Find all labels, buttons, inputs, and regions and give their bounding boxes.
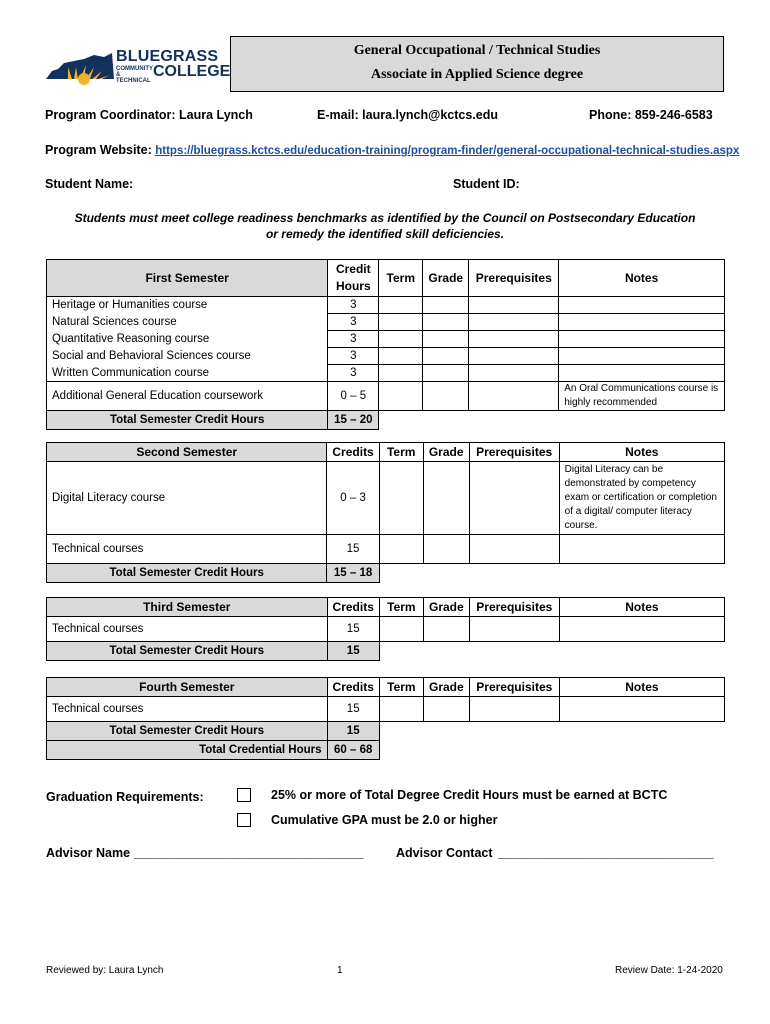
notes-header: Notes xyxy=(559,443,724,462)
notes-cell[interactable] xyxy=(559,697,724,722)
credits-header: Credits xyxy=(327,678,379,697)
coordinator-email: E-mail: laura.lynch@kctcs.edu xyxy=(317,108,498,122)
term-cell[interactable] xyxy=(379,617,423,642)
grade-cell[interactable] xyxy=(423,297,469,314)
advisor-name-label: Advisor Name xyxy=(46,846,131,860)
program-website-link[interactable]: https://bluegrass.kctcs.edu/education-training/program-finder/general-occupational-technical-studies.aspx xyxy=(155,145,740,157)
total-label: Total Semester Credit Hours xyxy=(47,411,328,430)
credits-header: Credits xyxy=(327,443,379,462)
notes-cell[interactable] xyxy=(559,535,724,564)
degree-title: Associate in Applied Science degree xyxy=(370,67,584,82)
total-row xyxy=(47,411,725,430)
semester-title: Second Semester xyxy=(47,443,327,462)
logo-college: COLLEGE xyxy=(153,63,231,80)
course-name: Written Communication course xyxy=(47,365,328,382)
total-row xyxy=(47,722,725,741)
grade-cell[interactable] xyxy=(423,382,469,411)
notes-cell[interactable] xyxy=(559,617,724,642)
prerequisites-header: Prerequisites xyxy=(469,598,559,617)
prereq-cell[interactable] xyxy=(469,462,559,535)
table-header-row xyxy=(47,443,725,462)
notice-line-1: Students must meet college readiness benchmarks as identified by the Council on Postsecondary Education xyxy=(74,211,696,225)
prereq-cell[interactable] xyxy=(469,314,559,331)
grade-cell[interactable] xyxy=(423,348,469,365)
course-credits: 3 xyxy=(328,297,379,314)
notes-cell[interactable] xyxy=(559,365,725,382)
readiness-notice xyxy=(50,210,720,242)
page-number: 1 xyxy=(337,965,343,976)
term-header: Term xyxy=(379,443,423,462)
total-row xyxy=(47,642,725,661)
term-cell[interactable] xyxy=(379,365,423,382)
prereq-cell[interactable] xyxy=(469,348,559,365)
grade-header: Grade xyxy=(423,678,469,697)
semester-title: Fourth Semester xyxy=(47,678,328,697)
notes-cell[interactable] xyxy=(559,314,725,331)
reviewed-by: Reviewed by: Laura Lynch xyxy=(46,965,164,976)
logo-name: BLUEGRASS xyxy=(116,48,219,65)
prerequisites-header: Prerequisites xyxy=(469,443,559,462)
table-row xyxy=(47,348,725,365)
prereq-cell[interactable] xyxy=(469,617,559,642)
course-name: Digital Literacy course xyxy=(47,462,327,535)
table-row xyxy=(47,297,725,314)
program-title-box xyxy=(230,36,724,92)
course-credits: 0 – 5 xyxy=(328,382,379,411)
grade-header: Grade xyxy=(423,598,469,617)
notes-cell[interactable] xyxy=(559,297,725,314)
grade-cell[interactable] xyxy=(423,365,469,382)
notes-cell[interactable] xyxy=(559,348,725,365)
second-semester-table xyxy=(46,442,725,583)
table-row xyxy=(47,697,725,722)
advisor-name-line[interactable]: _________________________________ xyxy=(134,846,364,860)
grade-cell[interactable] xyxy=(423,697,469,722)
course-credits: 3 xyxy=(328,365,379,382)
program-website-row xyxy=(45,143,739,157)
graduation-requirements-label: Graduation Requirements: xyxy=(46,790,204,804)
review-date: Review Date: 1-24-2020 xyxy=(615,965,723,976)
total-value: 15 xyxy=(327,722,379,741)
prereq-cell[interactable] xyxy=(469,331,559,348)
prereq-cell[interactable] xyxy=(469,697,559,722)
grade-cell[interactable] xyxy=(423,617,469,642)
term-header: Term xyxy=(379,260,423,297)
notes-cell[interactable] xyxy=(559,331,725,348)
term-cell[interactable] xyxy=(379,462,423,535)
term-cell[interactable] xyxy=(379,314,423,331)
term-cell[interactable] xyxy=(379,348,423,365)
notice-line-2: or remedy the identified skill deficiencies. xyxy=(265,227,505,241)
semester-title: First Semester xyxy=(47,260,328,297)
requirement-2-checkbox[interactable] xyxy=(237,813,251,827)
course-credits: 3 xyxy=(328,331,379,348)
advisor-contact-line[interactable]: _______________________________ xyxy=(498,846,714,860)
term-cell[interactable] xyxy=(379,382,423,411)
table-header-row xyxy=(47,598,725,617)
advisor-contact-label: Advisor Contact xyxy=(396,846,493,860)
course-credits: 15 xyxy=(327,535,379,564)
program-website-label: Program Website: xyxy=(45,143,152,157)
credential-total-row xyxy=(47,741,725,760)
table-row xyxy=(47,462,725,535)
course-name: Natural Sciences course xyxy=(47,314,328,331)
total-label: Total Semester Credit Hours xyxy=(47,564,327,583)
table-row xyxy=(47,365,725,382)
student-id-label: Student ID: xyxy=(453,177,520,191)
total-label: Total Semester Credit Hours xyxy=(47,642,328,661)
table-header-row xyxy=(47,678,725,697)
prereq-cell[interactable] xyxy=(469,297,559,314)
course-note: Digital Literacy can be demonstrated by competency exam or certification or completion of a digital/ computer literacy course. xyxy=(559,462,724,535)
credits-header: Credits xyxy=(327,598,379,617)
fourth-semester-table xyxy=(46,677,725,760)
credit-hours-header: Credit Hours xyxy=(328,260,379,297)
notes-header: Notes xyxy=(559,598,724,617)
prerequisites-header: Prerequisites xyxy=(469,260,559,297)
third-semester-table xyxy=(46,597,725,661)
grade-header: Grade xyxy=(423,260,469,297)
course-name: Technical courses xyxy=(47,535,327,564)
notes-header: Notes xyxy=(559,678,724,697)
course-credits: 15 xyxy=(327,697,379,722)
course-name: Quantitative Reasoning course xyxy=(47,331,328,348)
total-label: Total Semester Credit Hours xyxy=(47,722,328,741)
course-name: Social and Behavioral Sciences course xyxy=(47,348,328,365)
term-header: Term xyxy=(379,678,423,697)
table-row xyxy=(47,617,725,642)
requirement-1-text: 25% or more of Total Degree Credit Hours must be earned at BCTC xyxy=(271,788,668,802)
grade-cell[interactable] xyxy=(423,462,469,535)
term-cell[interactable] xyxy=(379,297,423,314)
total-value: 15 xyxy=(327,642,379,661)
term-cell[interactable] xyxy=(379,697,423,722)
logo-subtitle: COMMUNITY & TECHNICAL xyxy=(116,66,153,84)
prereq-cell[interactable] xyxy=(469,365,559,382)
term-cell[interactable] xyxy=(379,331,423,348)
total-value: 15 – 18 xyxy=(327,564,379,583)
course-name: Technical courses xyxy=(47,617,328,642)
total-value: 15 – 20 xyxy=(328,411,379,430)
requirement-2-text: Cumulative GPA must be 2.0 or higher xyxy=(271,813,498,827)
grade-cell[interactable] xyxy=(423,331,469,348)
table-row xyxy=(47,535,725,564)
course-name: Heritage or Humanities course xyxy=(47,297,328,314)
credential-total-value: 60 – 68 xyxy=(327,741,379,760)
table-row xyxy=(47,331,725,348)
prereq-cell[interactable] xyxy=(469,382,559,411)
table-header-row xyxy=(47,260,725,297)
course-name: Additional General Education coursework xyxy=(47,382,328,411)
total-row xyxy=(47,564,725,583)
table-row xyxy=(47,314,725,331)
course-credits: 3 xyxy=(328,314,379,331)
prereq-cell[interactable] xyxy=(469,535,559,564)
requirement-1-checkbox[interactable] xyxy=(237,788,251,802)
term-cell[interactable] xyxy=(379,535,423,564)
course-credits: 0 – 3 xyxy=(327,462,379,535)
notes-header: Notes xyxy=(559,260,725,297)
student-name-label: Student Name: xyxy=(45,177,134,191)
grade-cell[interactable] xyxy=(423,314,469,331)
course-name: Technical courses xyxy=(47,697,328,722)
course-note: An Oral Communications course is highly recommended xyxy=(559,382,725,411)
first-semester-table xyxy=(46,259,725,430)
course-credits: 3 xyxy=(328,348,379,365)
grade-header: Grade xyxy=(423,443,469,462)
term-header: Term xyxy=(379,598,423,617)
program-coordinator: Program Coordinator: Laura Lynch xyxy=(45,108,253,122)
grade-cell[interactable] xyxy=(423,535,469,564)
table-row xyxy=(47,382,725,411)
credential-total-label: Total Credential Hours xyxy=(47,741,328,760)
course-credits: 15 xyxy=(327,617,379,642)
program-title: General Occupational / Technical Studies xyxy=(353,43,601,58)
prerequisites-header: Prerequisites xyxy=(469,678,559,697)
semester-title: Third Semester xyxy=(47,598,328,617)
coordinator-phone: Phone: 859-246-6583 xyxy=(589,108,713,122)
